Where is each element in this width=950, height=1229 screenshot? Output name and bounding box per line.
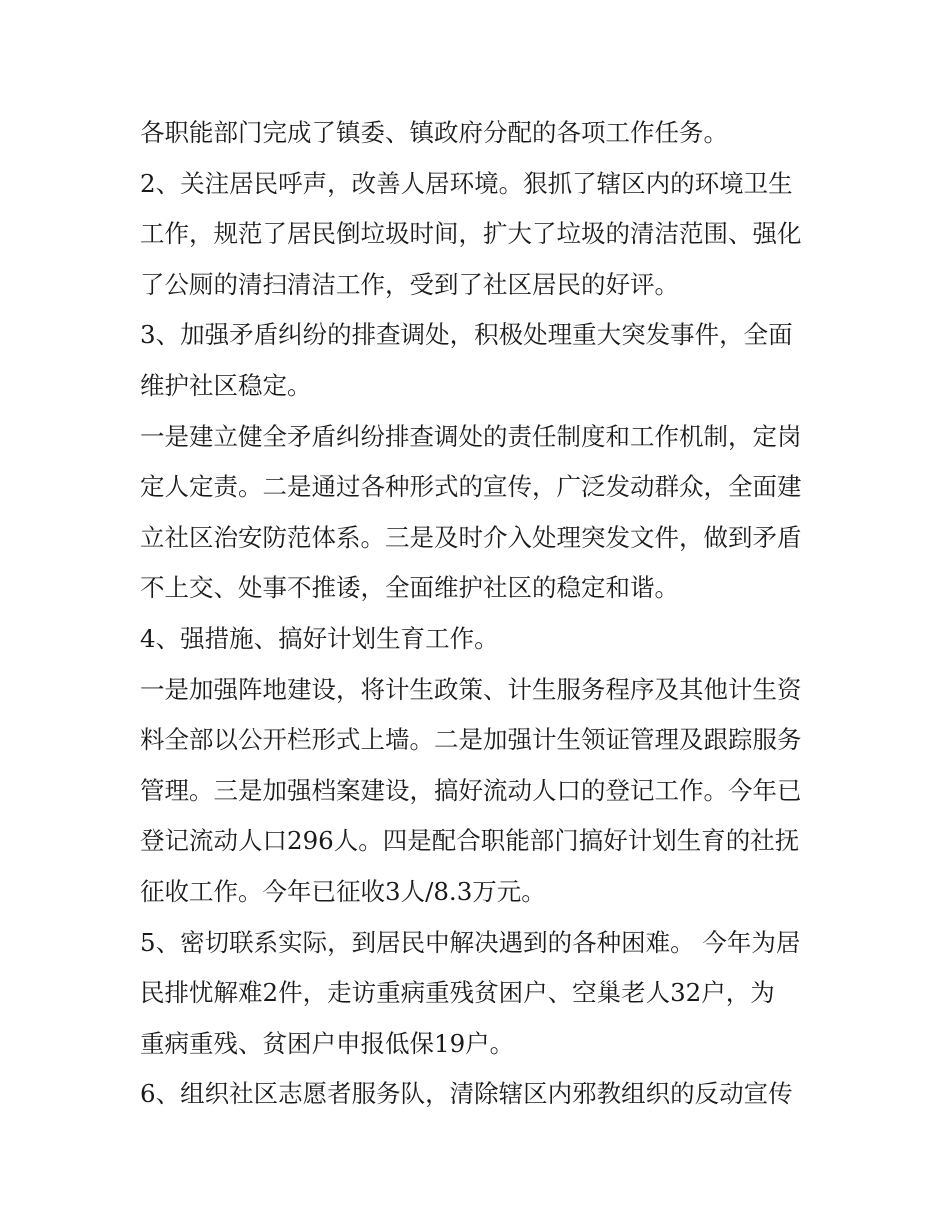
document-line: 各职能部门完成了镇委、镇政府分配的各项工作任务。 [140,118,728,147]
document-line: 重病重残、贫困户申报低保19户。 [140,1028,515,1058]
document-line: 一是加强阵地建设，将计生政策、计生服务程序及其他计生资 [140,674,802,704]
document-line: 料全部以公开栏形式上墙。二是加强计生领证管理及跟踪服务 [140,725,802,755]
document-line: 一是建立健全矛盾纠纷排查调处的责任制度和工作机制，定岗 [140,421,802,451]
document-line: 民排忧解难2件，走访重病重残贫困户、空巢老人32户，为 [140,978,775,1008]
document-line: 工作，规范了居民倒垃圾时间，扩大了垃圾的清洁范围、强化 [140,219,802,249]
document-line: 征收工作。今年已征收3人/8.3万元。 [140,876,546,906]
document-line: 维护社区稳定。 [140,370,312,400]
document-body [140,108,820,1120]
document-line: 6、组织社区志愿者服务队，清除辖区内邪教组织的反动宣传 [140,1079,793,1109]
document-line: 管理。三是加强档案建设，搞好流动人口的登记工作。今年已 [140,775,802,805]
document-line: 不上交、处事不推诿，全面维护社区的稳定和谐。 [140,573,679,603]
document-line: 了公厕的清扫清洁工作，受到了社区居民的好评。 [140,269,679,299]
document-line: 5、密切联系实际，到居民中解决遇到的各种困难。 今年为居 [140,927,801,957]
document-line: 立社区治安防范体系。三是及时介入处理突发文件，做到矛盾 [140,522,802,552]
document-line: 定人定责。二是通过各种形式的宣传，广泛发动群众，全面建 [140,472,802,502]
document-line: 登记流动人口296人。四是配合职能部门搞好计划生育的社抚 [140,826,800,856]
document-line: 2、关注居民呼声，改善人居环境。狠抓了辖区内的环境卫生 [140,168,793,198]
document-line: 3、加强矛盾纠纷的排查调处，积极处理重大突发事件，全面 [140,320,793,350]
document-line: 4、强措施、搞好计划生育工作。 [140,623,499,653]
